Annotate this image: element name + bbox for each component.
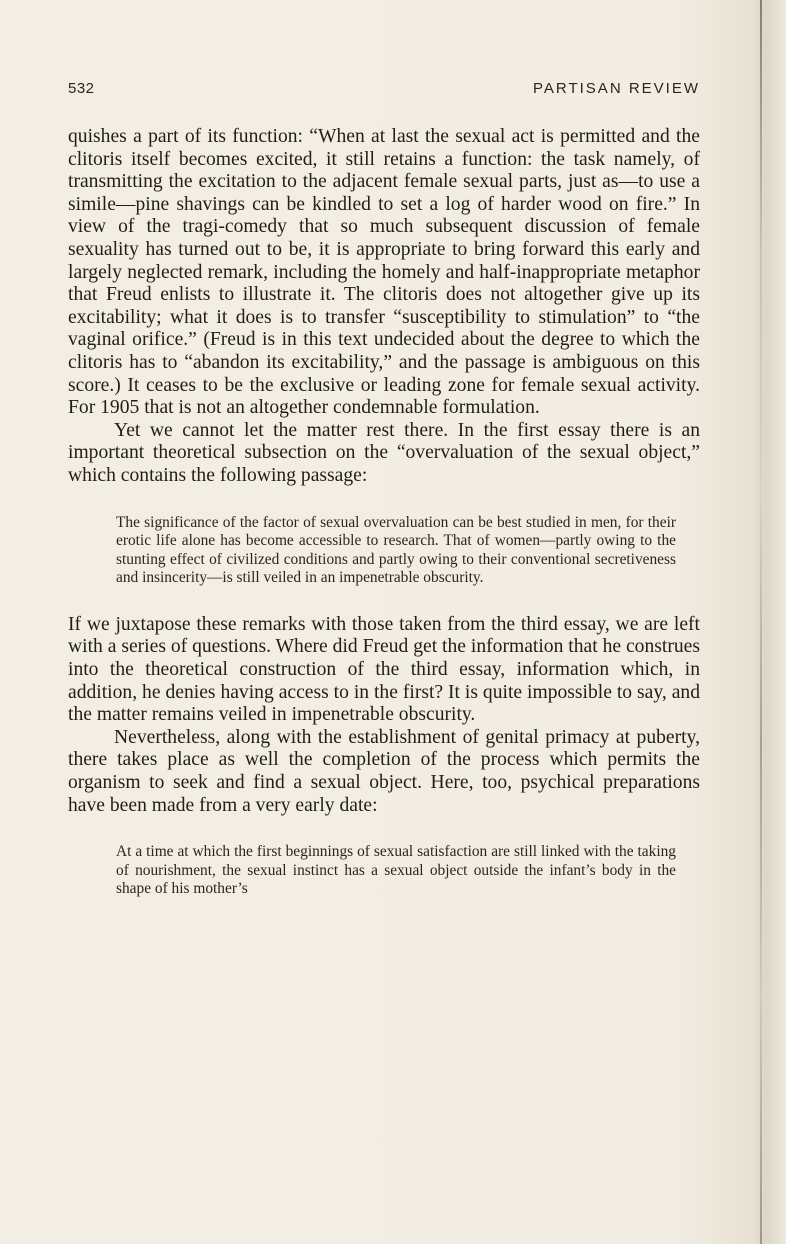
body-paragraph: If we juxtapose these remarks with those taken from the third essay, we are left with a series of questions. Where did Freud get the information that he construes into the theoretical construction of the third essay, information which, in addition, he denies having access to in the first? It is quite impossible to say, and the matter remains veiled in impenetrable obscurity. <box>68 613 700 726</box>
block-quote: At a time at which the first beginnings of sexual satisfaction are still linked with the taking of nourishment, the sexual instinct has a sexual object outside the infant’s body in the shape of his mother’s <box>116 843 676 898</box>
page-header <box>68 80 700 102</box>
gutter-shadow <box>760 0 762 1244</box>
body-paragraph: Yet we cannot let the matter rest there. In the first essay there is an important theoretical subsection on the “overvaluation of the sexual object,” which contains the following passage: <box>68 419 700 486</box>
running-head: PARTISAN REVIEW <box>533 80 700 97</box>
book-gutter <box>752 0 786 1244</box>
body-paragraph: quishes a part of its function: “When at last the sexual act is permitted and the clitoris itself becomes excited, it still retains a function: the task namely, of transmitting the excitation to the adjacent female sexual parts, just as—to use a simile—pine shavings can be kindled to set a log of harder wood on fire.” In view of the tragi-comedy that so much subsequent discussion of female sexuality has turned out to be, it is appropriate to bring forward this early and largely neglected remark, including the homely and half-inappropriate metaphor that Freud enlists to illustrate it. The clitoris does not altogether give up its excitability; what it does is to transfer “susceptibility to stimulation” to “the vaginal orifice.” (Freud is in this text undecided about the degree to which the clitoris has to “abandon its excitability,” and the passage is ambiguous on this score.) It ceases to be the exclusive or leading zone for female sexual activity. For 1905 that is not an altogether condemnable formulation. <box>68 126 700 419</box>
block-quote: The significance of the factor of sexual overvaluation can be best studied in men, for their erotic life alone has become accessible to research. That of women—partly owing to the stunting effect of civilized conditions and partly owing to their conventional secretiveness and insincerity—is still veiled in an impenetrable obscurity. <box>116 513 676 587</box>
page-body <box>68 126 700 899</box>
page-number: 532 <box>68 80 95 97</box>
body-paragraph: Nevertheless, along with the establishment of genital primacy at puberty, there takes place as well the completion of the process which permits the organism to seek and find a sexual object. Here, too, psychical preparations have been made from a very early date: <box>68 726 700 816</box>
